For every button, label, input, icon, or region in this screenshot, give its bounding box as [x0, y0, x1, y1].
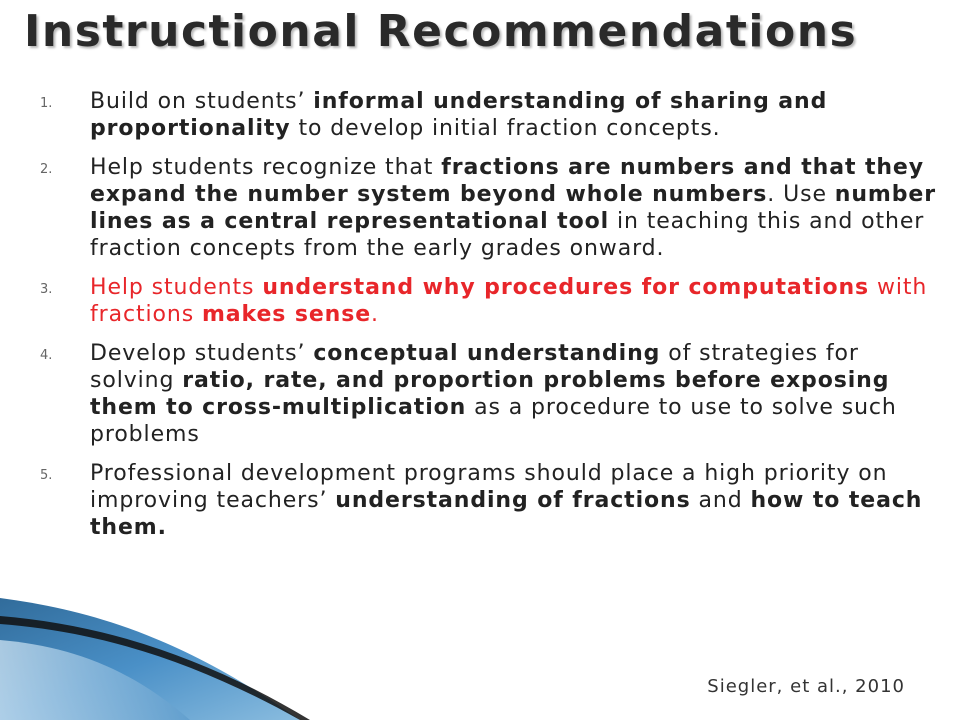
ribbon-light-band: [0, 640, 190, 720]
list-item-number: 3.: [40, 282, 53, 297]
text-segment: how to teach them.: [90, 488, 923, 540]
text-segment: Professional development programs should place a high priority on improving teachers’: [90, 461, 888, 513]
text-segment: Develop students’: [90, 341, 314, 366]
list-item: [40, 154, 940, 262]
ribbon-blue-band: [0, 598, 300, 720]
text-segment: understand why procedures for computations: [262, 275, 870, 300]
list-item-number: 5.: [40, 468, 53, 483]
text-segment: .: [371, 302, 379, 327]
list-item: [40, 340, 940, 448]
text-segment: and: [690, 488, 751, 513]
list-item-number: 4.: [40, 348, 53, 363]
text-segment: makes sense: [201, 302, 372, 327]
text-segment: Help students: [90, 275, 263, 300]
text-segment: ratio, rate, and proportion problems before exposing them to cross-multiplication: [90, 368, 890, 420]
list-item-number: 2.: [40, 162, 53, 177]
text-segment: number lines as a central representational tool: [90, 182, 936, 234]
text-segment: Help students recognize that: [90, 155, 442, 180]
text-segment: of strategies for solving: [90, 341, 859, 393]
list-item-text: [90, 88, 940, 142]
slide-title: Instructional Recommendations: [24, 6, 858, 57]
text-segment: . Use: [767, 182, 835, 207]
list-item: [40, 88, 940, 142]
text-segment: to develop initial fraction concepts.: [290, 116, 721, 141]
list-item: [40, 274, 940, 328]
text-segment: in teaching this and other fraction concepts from the early grades onward.: [90, 209, 925, 261]
text-segment: informal understanding of sharing and proportionality: [90, 89, 828, 141]
text-segment: with fractions: [90, 275, 928, 327]
list-item: [40, 460, 940, 541]
recommendation-list: [40, 88, 940, 553]
list-item-text: [90, 460, 940, 541]
text-segment: conceptual understanding: [313, 341, 661, 366]
text-segment: as a procedure to use to solve such problems: [90, 395, 897, 447]
text-segment: Build on students’: [90, 89, 314, 114]
citation: Siegler, et al., 2010: [707, 676, 905, 697]
ribbon-dark-line: [0, 616, 310, 720]
text-segment: understanding of fractions: [335, 488, 691, 513]
text-segment: fractions are numbers and that they expand the number system beyond whole numbers: [90, 155, 924, 207]
list-item-text: [90, 274, 940, 328]
list-item-number: 1.: [40, 96, 53, 111]
list-item-text: [90, 340, 940, 448]
list-item-text: [90, 154, 940, 262]
